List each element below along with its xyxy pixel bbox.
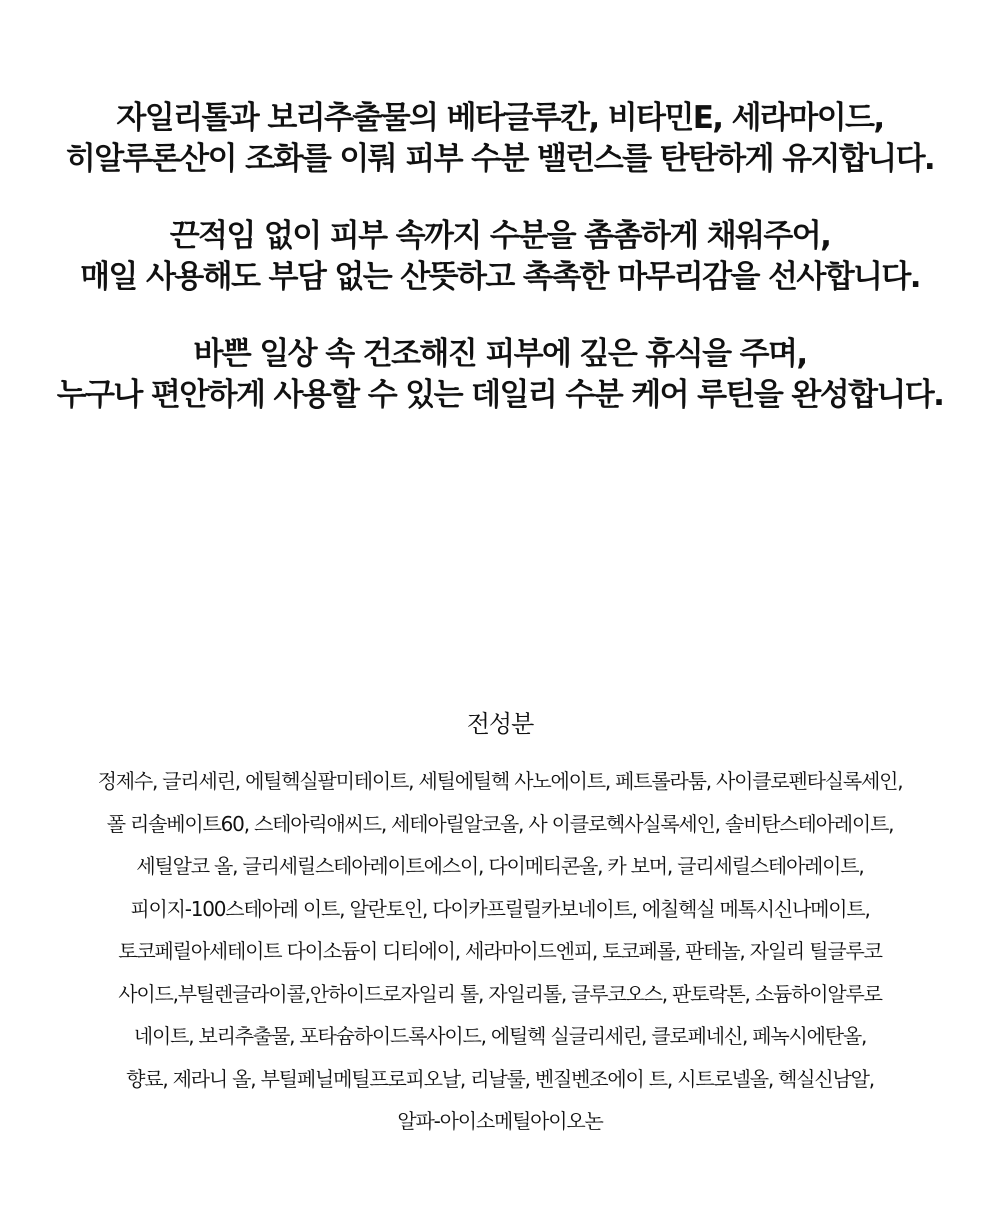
ingredients-section [0,708,1000,1143]
ingredients-line: 향료, 제라니 올, 부틸페닐메틸프로피오날, 리날룰, 벤질벤조에이 트, 시트로넬올, 헥실신남알, [126,1066,874,1091]
product-description [0,98,1000,452]
description-line: 바쁜 일상 속 건조해진 피부에 깊은 휴식을 주며, [193,336,807,372]
ingredients-line: 폴 리솔베이트60, 스테아릭애씨드, 세테아릴알코올, 사 이클로헥사실록세인, 솔비탄스테아레이트, [106,811,894,836]
description-line: 자일리톨과 보리추출물의 베타글루칸, 비타민E, 세라마이드, [116,100,884,136]
ingredients-line: 네이트, 보리추출물, 포타슘하이드록사이드, 에틸헥 실글리세린, 클로페네신, 페녹시에탄올, [133,1024,867,1048]
ingredients-line: 피이지-100스테아레 이트, 알란토인, 다이카프릴릴카보네이트, 에칠헥실 메톡시신나메이트, [130,896,870,921]
ingredients-line: 토코페릴아세테이트 다이소듐이 디티에이, 세라마이드엔피, 토코페롤, 판테놀, 자일리 틸글루코 [118,939,882,963]
description-paragraph-2 [0,216,1000,298]
description-paragraph-3 [0,334,1000,416]
description-line: 매일 사용해도 부담 없는 산뜻하고 촉촉한 마무리감을 선사합니다. [80,259,920,295]
ingredients-heading: 전성분 [466,710,534,738]
description-paragraph-1 [0,98,1000,180]
ingredients-line: 정제수, 글리세린, 에틸헥실팔미테이트, 세틸에틸헥 사노에이트, 페트롤라툼, 사이클로펜타실록세인, [97,769,903,793]
ingredients-line: 사이드,부틸렌글라이콜,안하이드로자일리 톨, 자일리톨, 글루코오스, 판토락톤, 소듐하이알루로 [118,981,882,1006]
description-line: 끈적임 없이 피부 속까지 수분을 촘촘하게 채워주어, [169,218,831,254]
description-line: 히알루론산이 조화를 이뤄 피부 수분 밸런스를 탄탄하게 유지합니다. [65,141,935,177]
description-line: 누구나 편안하게 사용할 수 있는 데일리 수분 케어 루틴을 완성합니다. [56,377,944,413]
ingredients-line: 세틸알코 올, 글리세릴스테아레이트에스이, 다이메티콘올, 카 보머, 글리세릴스테아레이트, [136,854,864,878]
ingredients-line: 알파-아이소메틸아이오논 [397,1109,603,1133]
